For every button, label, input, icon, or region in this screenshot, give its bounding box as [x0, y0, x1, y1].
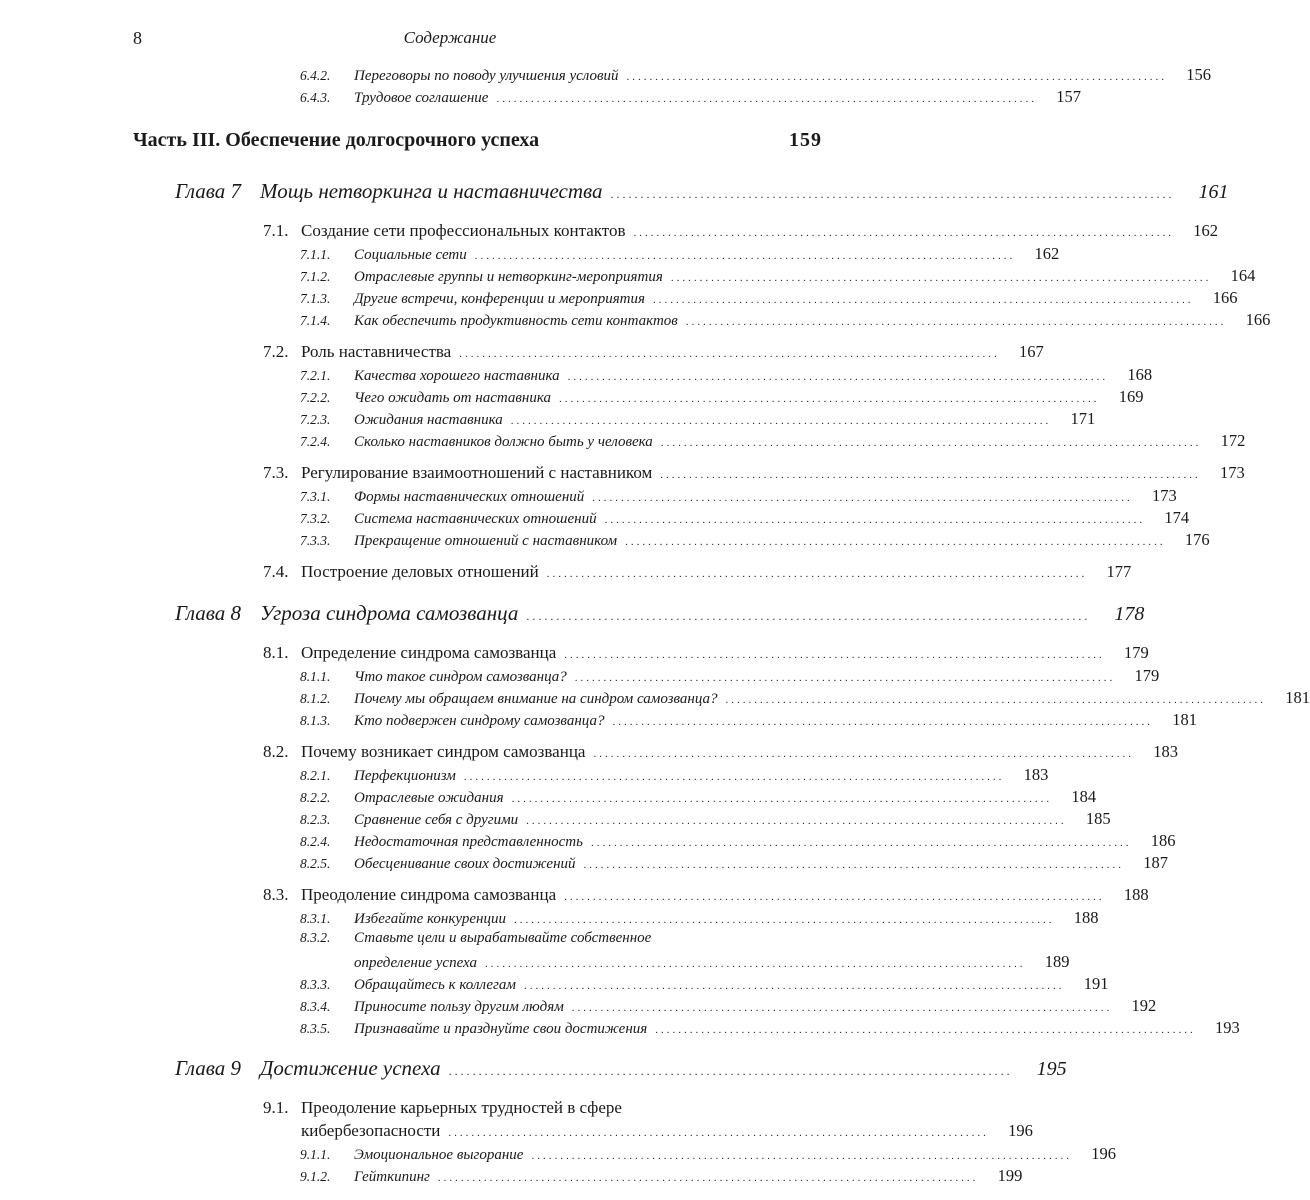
toc-section-8-1[interactable]: [0, 643, 1149, 666]
entry-title: Ожидания наставника: [354, 412, 503, 428]
entry-page: 179: [1134, 666, 1160, 685]
toc-entry-7-3-2[interactable]: [0, 508, 1190, 530]
entry-number: 8.2.4.: [300, 834, 331, 849]
entry-number: 8.2.3.: [300, 812, 331, 827]
toc-section-9-1-continued[interactable]: [0, 1121, 1033, 1144]
toc-section-8-2[interactable]: [0, 742, 1178, 765]
toc-entry-8-3-1[interactable]: [0, 908, 1099, 930]
section-title: Определение синдрома самозванца: [301, 643, 557, 662]
dot-leader: ..............................................................................................: [448, 1127, 989, 1139]
entry-number: 8.3.3.: [300, 977, 331, 992]
entry-page: 193: [1214, 1018, 1240, 1037]
running-head: [0, 22, 900, 50]
entry-page: 174: [1164, 508, 1190, 527]
chapter-page: 161: [1198, 181, 1229, 203]
entry-page: 183: [1023, 765, 1049, 784]
dot-leader: ..............................................................................................: [523, 980, 1065, 992]
chapter-page: 178: [1114, 603, 1145, 625]
part-title: Часть III. Обеспечение долгосрочного успеха: [133, 129, 540, 151]
dot-leader: ..............................................................................................: [626, 71, 1167, 83]
toc-entry-7-2-1[interactable]: [0, 365, 1153, 387]
entry-number: 8.2.1.: [300, 768, 331, 783]
section-group-9-1: [0, 1098, 1116, 1188]
dot-leader: ..............................................................................................: [590, 837, 1132, 849]
dot-leader: ..............................................................................................: [526, 609, 1091, 623]
toc-section-7-4[interactable]: [0, 562, 1132, 585]
entry-page: 169: [1118, 387, 1144, 406]
entry-title: Признавайте и празднуйте свои достижения: [354, 1021, 648, 1037]
toc-section-9-1[interactable]: [0, 1098, 900, 1121]
section-number: 9.1.: [263, 1098, 289, 1117]
toc-chapter-7[interactable]: [0, 179, 1229, 211]
entry-title: Прекращение отношений с наставником: [354, 533, 618, 549]
toc-entry-8-3-5[interactable]: [0, 1018, 1240, 1040]
entry-title: Кто подвержен синдрому самозванца?: [354, 713, 605, 729]
dot-leader: ..............................................................................................: [660, 469, 1201, 481]
entry-title-continued: определение успеха: [354, 955, 477, 971]
entry-number: 7.2.3.: [300, 412, 331, 427]
toc-entry-9-1-2[interactable]: [0, 1166, 1023, 1188]
dot-leader: ..............................................................................................: [485, 958, 1026, 970]
toc-entry-6-4-2[interactable]: [0, 65, 1211, 87]
dot-leader: ..............................................................................................: [583, 859, 1125, 871]
dot-leader: ..............................................................................................: [592, 492, 1133, 504]
section-title: Создание сети профессиональных контактов: [301, 221, 626, 240]
toc-entry-8-2-5[interactable]: [0, 853, 1169, 875]
entry-page: 187: [1143, 853, 1169, 872]
toc-entry-7-2-4[interactable]: [0, 431, 1246, 453]
entry-number: 7.1.1.: [300, 247, 331, 262]
toc-entry-7-3-3[interactable]: [0, 530, 1210, 552]
dot-leader: ..............................................................................................: [546, 568, 1088, 580]
entry-number: 8.1.1.: [300, 669, 331, 684]
dot-leader: ..............................................................................................: [612, 716, 1153, 728]
entry-title: Отраслевые группы и нетворкинг-мероприятия: [354, 269, 663, 285]
entry-title: Трудовое соглашение: [354, 90, 489, 106]
entry-title: Недостаточная представленность: [354, 834, 583, 850]
dot-leader: ..............................................................................................: [725, 694, 1267, 706]
dot-leader: ..............................................................................................: [633, 227, 1175, 239]
chapter-title: Мощь нетворкинга и наставничества: [260, 179, 603, 203]
dot-leader: ..............................................................................................: [652, 294, 1194, 306]
chapter-label: Глава 9: [175, 1056, 241, 1080]
section-number: 7.2.: [263, 342, 289, 361]
dot-leader: ..............................................................................................: [564, 891, 1105, 903]
dot-leader: ..............................................................................................: [660, 437, 1202, 449]
entry-title: Избегайте конкуренции: [354, 911, 506, 927]
toc-entry-7-3-1[interactable]: [0, 486, 1177, 508]
entry-number: 7.1.4.: [300, 313, 331, 328]
section-page: 167: [1018, 342, 1044, 361]
dot-leader: ..............................................................................................: [685, 316, 1227, 328]
entry-page: 172: [1220, 431, 1246, 450]
entry-number: 9.1.2.: [300, 1169, 331, 1184]
entry-number: 8.3.2.: [300, 930, 331, 945]
entry-number: 7.2.4.: [300, 434, 331, 449]
entry-number: 8.1.3.: [300, 713, 331, 728]
entry-number: 7.2.1.: [300, 368, 331, 383]
entry-page: 189: [1044, 952, 1070, 971]
dot-leader: ..............................................................................................: [510, 415, 1052, 427]
entry-page: 185: [1085, 809, 1111, 828]
toc-entry-7-1-4[interactable]: [0, 310, 1271, 332]
entry-title: Другие встречи, конференции и мероприятия: [354, 291, 645, 307]
entry-number: 7.3.3.: [300, 533, 331, 548]
dot-leader: ..............................................................................................: [604, 514, 1146, 526]
entry-title: Обесценивание своих достижений: [354, 856, 576, 872]
toc-entry-8-2-4[interactable]: [0, 831, 1176, 853]
entry-title: Сколько наставников должно быть у человека: [354, 434, 653, 450]
dot-leader: ..............................................................................................: [448, 1064, 1013, 1078]
entry-page: 166: [1245, 310, 1271, 329]
entry-page: 181: [1285, 688, 1310, 707]
toc-entry-9-1-1[interactable]: [0, 1144, 1116, 1166]
entry-number: 8.3.5.: [300, 1021, 331, 1036]
dot-leader: ..............................................................................................: [474, 250, 1016, 262]
entry-page: 171: [1070, 409, 1096, 428]
part-page: 159: [789, 129, 822, 151]
section-page: 188: [1123, 885, 1149, 904]
entry-number: 7.1.3.: [300, 291, 331, 306]
dot-leader: ..............................................................................................: [513, 914, 1055, 926]
entry-title: Почему мы обращаем внимание на синдром самозванца?: [354, 691, 718, 707]
section-number: 7.1.: [263, 221, 289, 240]
toc-entry-8-2-2[interactable]: [0, 787, 1097, 809]
section-group-7-4: [0, 562, 1132, 585]
entry-page: 166: [1212, 288, 1238, 307]
toc-chapter-8[interactable]: [0, 601, 1145, 633]
entry-title: Обращайтесь к коллегам: [354, 977, 516, 993]
toc-entry-6-4-3[interactable]: [0, 87, 1081, 109]
toc-section-8-3[interactable]: [0, 885, 1149, 908]
entry-page: 191: [1083, 974, 1109, 993]
dot-leader: ..............................................................................................: [571, 1002, 1113, 1014]
section-number: 8.3.: [263, 885, 289, 904]
toc-entry-8-1-2[interactable]: [0, 688, 1310, 710]
dot-leader: ..............................................................................................: [610, 187, 1175, 201]
toc-entry-7-1-1[interactable]: [0, 244, 1060, 266]
section-number: 8.1.: [263, 643, 289, 662]
entry-number: 8.2.5.: [300, 856, 331, 871]
toc-section-7-1[interactable]: [0, 221, 1219, 244]
entry-number: 7.2.2.: [300, 390, 331, 405]
entry-page: 192: [1131, 996, 1157, 1015]
table-of-contents: [0, 65, 1310, 1188]
entry-page: 173: [1152, 486, 1177, 505]
entry-number: 6.4.2.: [300, 68, 331, 83]
entry-title: Эмоциональное выгорание: [354, 1147, 524, 1163]
dot-leader: ..............................................................................................: [593, 748, 1134, 760]
section-title: Построение деловых отношений: [301, 562, 539, 581]
entry-page: 196: [1091, 1144, 1116, 1163]
entry-title: Чего ожидать от наставника: [354, 390, 551, 406]
entry-page: 184: [1071, 787, 1097, 806]
entry-number: 8.3.4.: [300, 999, 331, 1014]
dot-leader: ..............................................................................................: [574, 672, 1116, 684]
section-page: 173: [1220, 463, 1245, 482]
section-page: 179: [1124, 643, 1149, 662]
chapter-page: 195: [1036, 1058, 1067, 1080]
section-title: Роль наставничества: [301, 342, 452, 361]
page-number: 8: [133, 28, 142, 48]
toc-entry-8-3-3[interactable]: [0, 974, 1109, 996]
toc-part-3[interactable]: [0, 129, 900, 163]
entry-number: 6.4.3.: [300, 90, 331, 105]
entry-page: 199: [997, 1166, 1023, 1185]
entry-number: 7.3.2.: [300, 511, 331, 526]
section-group-7-1: [0, 221, 1271, 332]
section-group-8-2: [0, 742, 1178, 875]
toc-entry-7-2-3[interactable]: [0, 409, 1096, 431]
toc-entry-7-2-2[interactable]: [0, 387, 1144, 409]
entry-title: Система наставнических отношений: [354, 511, 597, 527]
toc-chapter-9[interactable]: [0, 1056, 1067, 1088]
dot-leader: ..............................................................................................: [625, 536, 1166, 548]
section-group-7-3: [0, 463, 1245, 552]
chapter-title: Угроза синдрома самозванца: [260, 601, 519, 625]
chapter-label: Глава 7: [175, 179, 241, 203]
toc-entry-7-1-3[interactable]: [0, 288, 1238, 310]
chapter-title: Достижение успеха: [260, 1056, 441, 1080]
section-page: 196: [1008, 1121, 1033, 1140]
entry-page: 168: [1127, 365, 1153, 384]
entry-page: 181: [1172, 710, 1197, 729]
toc-entry-8-3-2-continued[interactable]: [0, 952, 1070, 974]
toc-entry-8-2-1[interactable]: [0, 765, 1049, 787]
section-title-continued: кибербезопасности: [301, 1121, 441, 1140]
dot-leader: ..............................................................................................: [463, 771, 1005, 783]
toc-entry-7-1-2[interactable]: [0, 266, 1256, 288]
entry-page: 156: [1186, 65, 1211, 84]
section-group-8-1: [0, 643, 1310, 732]
entry-title: Переговоры по поводу улучшения условий: [354, 68, 619, 84]
chapter-label: Глава 8: [175, 601, 241, 625]
section-page: 183: [1153, 742, 1178, 761]
entry-title: Приносите пользу другим людям: [354, 999, 564, 1015]
section-page: 162: [1193, 221, 1219, 240]
toc-entry-8-2-3[interactable]: [0, 809, 1111, 831]
entry-number: 7.1.2.: [300, 269, 331, 284]
entry-page: 186: [1150, 831, 1176, 850]
entry-page: 162: [1034, 244, 1060, 263]
section-number: 7.4.: [263, 562, 289, 581]
entry-title: Качества хорошего наставника: [354, 368, 560, 384]
dot-leader: ..............................................................................................: [670, 272, 1212, 284]
section-number: 7.3.: [263, 463, 289, 482]
entry-title: Формы наставнических отношений: [354, 489, 585, 505]
section-group-7-2: [0, 342, 1246, 453]
dot-leader: ..............................................................................................: [655, 1024, 1196, 1036]
entry-title: Ставьте цели и вырабатывайте собственное: [354, 930, 652, 946]
section-title: Преодоление синдрома самозванца: [301, 885, 557, 904]
entry-title: Как обеспечить продуктивность сети контактов: [354, 313, 678, 329]
dot-leader: ..............................................................................................: [459, 348, 1000, 360]
section-page: 177: [1106, 562, 1132, 581]
entry-number: 8.1.2.: [300, 691, 331, 706]
entry-title: Гейткипинг: [354, 1169, 430, 1185]
entry-title: Сравнение себя с другими: [354, 812, 519, 828]
section-title: Преодоление карьерных трудностей в сфере: [301, 1098, 622, 1117]
toc-entry-8-3-4[interactable]: [0, 996, 1157, 1018]
entry-number: 7.3.1.: [300, 489, 331, 504]
dot-leader: ..............................................................................................: [564, 649, 1105, 661]
toc-entry-8-1-3[interactable]: [0, 710, 1197, 732]
dot-leader: ..............................................................................................: [526, 815, 1067, 827]
entry-number: 8.3.1.: [300, 911, 331, 926]
dot-leader: ..............................................................................................: [437, 1172, 979, 1184]
section-number: 8.2.: [263, 742, 289, 761]
entry-page: 164: [1230, 266, 1256, 285]
entry-title: Отраслевые ожидания: [354, 790, 504, 806]
dot-leader: ..............................................................................................: [511, 793, 1053, 805]
toc-entry-8-3-2[interactable]: [0, 930, 900, 952]
dot-leader: ..............................................................................................: [531, 1150, 1072, 1162]
entry-title: Перфекционизм: [354, 768, 456, 784]
entry-page: 176: [1184, 530, 1210, 549]
dot-leader: ..............................................................................................: [496, 93, 1037, 105]
entry-number: 8.2.2.: [300, 790, 331, 805]
section-title: Почему возникает синдром самозванца: [301, 742, 586, 761]
section-title: Регулирование взаимоотношений с наставником: [301, 463, 653, 482]
entry-page: 188: [1073, 908, 1099, 927]
toc-section-7-3[interactable]: [0, 463, 1245, 486]
entry-number: 9.1.1.: [300, 1147, 331, 1162]
section-group-8-3: [0, 885, 1240, 1040]
entry-title: Что такое синдром самозванца?: [354, 669, 567, 685]
entry-title: Социальные сети: [354, 247, 467, 263]
entry-page: 157: [1056, 87, 1081, 106]
dot-leader: ..............................................................................................: [567, 371, 1109, 383]
dot-leader: ..............................................................................................: [558, 393, 1100, 405]
toc-entry-8-1-1[interactable]: [0, 666, 1160, 688]
toc-section-7-2[interactable]: [0, 342, 1044, 365]
running-title: Содержание: [403, 28, 497, 47]
